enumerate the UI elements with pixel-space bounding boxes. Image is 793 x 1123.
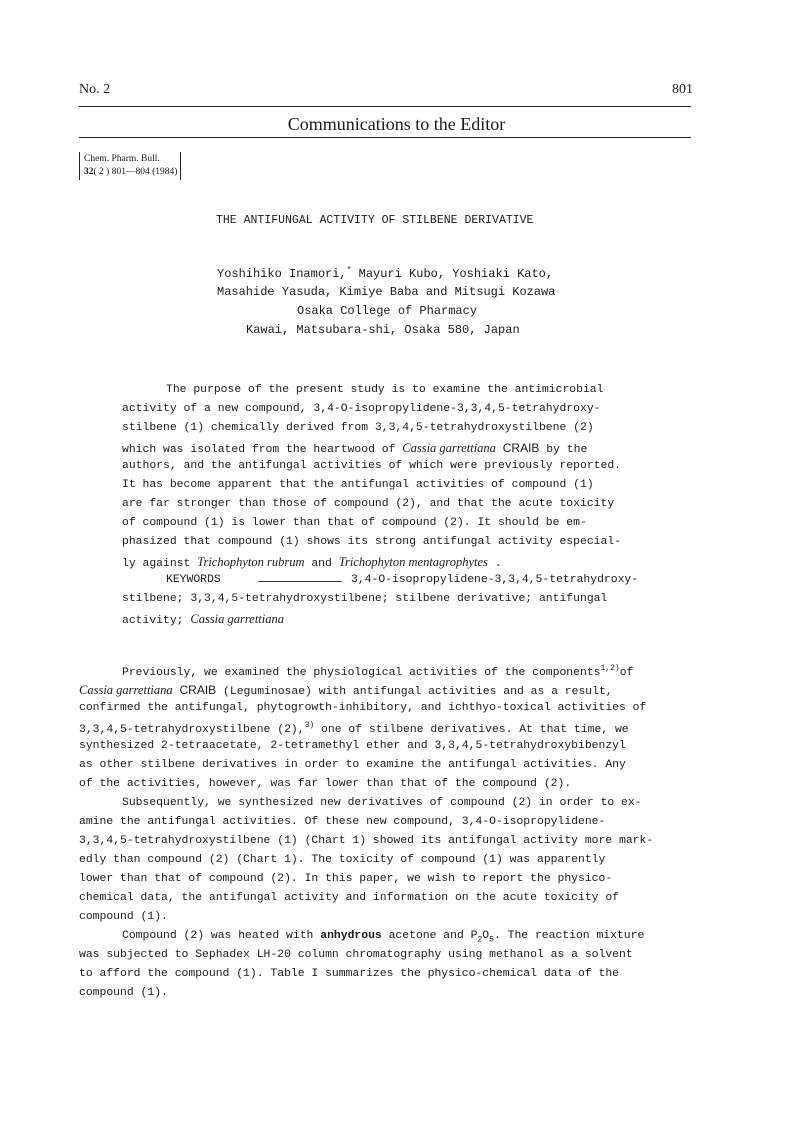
body-text: (Leguminosae) with antifungal activities and as a result, [216,686,613,698]
abstract-text: . [487,558,502,570]
species-name: Trichophyton rubrum [197,555,305,569]
author-line-1 [217,266,553,281]
body-line: Subsequently, we synthesized new derivatives of compound (2) in order to ex- [122,797,642,809]
body-text: one of stilbene derivatives. At that time, we [314,723,629,736]
body-text: Previously, we examined the physiological activities of the components [122,666,601,679]
abstract-text: ly against [122,558,198,570]
abstract-line: The purpose of the present study is to examine the antimicrobial [166,384,604,396]
species-author: CRAIB [502,441,540,455]
body-line: of the activities, however, was far lower than that of the compound (2). [79,778,572,790]
body-line [79,721,629,736]
author-line-2: Masahide Yasuda, Kimiye Baba and Mitsugi Kozawa [217,285,556,299]
keywords-text [122,612,284,627]
species-author: CRAIB [179,683,217,697]
section-title: Communications to the Editor [287,114,506,134]
body-text: 3,3,4,5-tetrahydroxystilbene (2), [79,723,305,736]
abstract-line: It has become apparent that the antifungal activities of compound (1) [122,479,594,491]
abstract-line: phasized that compound (1) shows its strong antifungal activity especial- [122,536,621,548]
species-name: Cassia garrettiana [79,683,173,697]
body-line: edly than compound (2) (Chart 1). The toxicity of compound (1) was apparently [79,854,606,866]
body-line: compound (1). [79,911,168,923]
body-line: was subjected to Sephadex LH-20 column chromatography using methanol as a solvent [79,949,633,961]
species-name: Cassia garrettiana [402,441,496,455]
body-text: Compound (2) was heated with [122,930,321,942]
abstract-line: authors, and the antifungal activities of which were previously reported. [122,460,621,472]
abstract-text: by the [539,444,588,456]
abstract-line: activity of a new compound, 3,4-O-isopropylidene-3,3,4,5-tetrahydroxy- [122,403,601,415]
reference-mark: 3) [304,721,315,730]
species-name: Trichophyton mentagrophytes [338,555,488,569]
address: Kawai, Matsubara-shi, Osaka 580, Japan [246,323,520,337]
citation-journal: Chem. Pharm. Bull. [84,154,160,164]
abstract-line [122,441,587,456]
subscript: 2 [477,935,483,945]
body-text: acetone and P [381,930,478,942]
keywords-label: KEYWORDS [166,574,221,586]
abstract-line [122,555,502,570]
reference-mark: 1,2) [600,664,620,673]
author-first: Yoshihiko Inamori, [217,267,347,281]
body-line: 3,3,4,5-tetrahydroxystilbene (1) (Chart 1) showed its antifungal activity more mark- [79,835,654,847]
header-rule [79,106,691,107]
body-text: O [482,930,490,942]
body-text-bold: anhydrous [320,930,382,942]
abstract-line: stilbene (1) chemically derived from 3,3,4,5-tetrahydroxystilbene (2) [122,422,594,434]
citation-pages: ( 2 ) 801—804 (1984) [93,167,178,177]
journal-issue-number: No. 2 [79,82,111,97]
body-line [122,930,644,944]
body-text: of [619,666,634,679]
citation-volume: 32 [84,167,94,177]
body-line [79,683,613,698]
abstract-text: and [304,558,339,570]
body-line: as other stilbene derivatives in order to examine the antifungal activities. Any [79,759,626,771]
keywords-dash-rule [258,581,342,582]
body-line: amine the antifungal activities. Of these new compound, 3,4-O-isopropylidene- [79,816,606,828]
keywords-text: activity; [122,615,191,627]
body-line: lower than that of compound (2). In this paper, we wish to report the physico- [79,873,613,885]
abstract-line: are far stronger than those of compound (2), and that the acute toxicity [122,498,615,510]
body-line: chemical data, the antifungal activity and information on the acute toxicity of [79,892,620,904]
species-name: Cassia garrettiana [190,612,285,626]
subscript: 5 [489,935,494,945]
page-number: 801 [672,82,693,97]
affiliation: Osaka College of Pharmacy [297,304,478,318]
keywords-text: stilbene; 3,3,4,5-tetrahydroxystilbene; stilbene derivative; antifungal [122,593,608,605]
corresponding-author-mark: * [346,266,352,275]
abstract-line: of compound (1) is lower than that of compound (2). It should be em- [122,517,587,529]
author-coauthors-1: Mayuri Kubo, Yoshiaki Kato, [351,267,554,281]
abstract-text: which was isolated from the heartwood of [122,444,403,456]
keywords-text: 3,4-O-isopropylidene-3,3,4,5-tetrahydroxy- [351,574,639,586]
body-line [122,664,633,679]
body-line: synthesized 2-tetraacetate, 2-tetramethyl ether and 3,3,4,5-tetrahydroxybibenzyl [79,740,626,752]
body-line: compound (1). [79,987,168,999]
section-rule [79,137,691,138]
article-title: THE ANTIFUNGAL ACTIVITY OF STILBENE DERIVATIVE [216,214,534,227]
citation-box [79,152,181,180]
body-line: to afford the compound (1). Table I summarizes the physico-chemical data of the [79,968,620,980]
body-text: . The reaction mixture [493,930,645,942]
body-line: confirmed the antifungal, phytogrowth-inhibitory, and ichthyo-toxical activities of [79,702,647,714]
